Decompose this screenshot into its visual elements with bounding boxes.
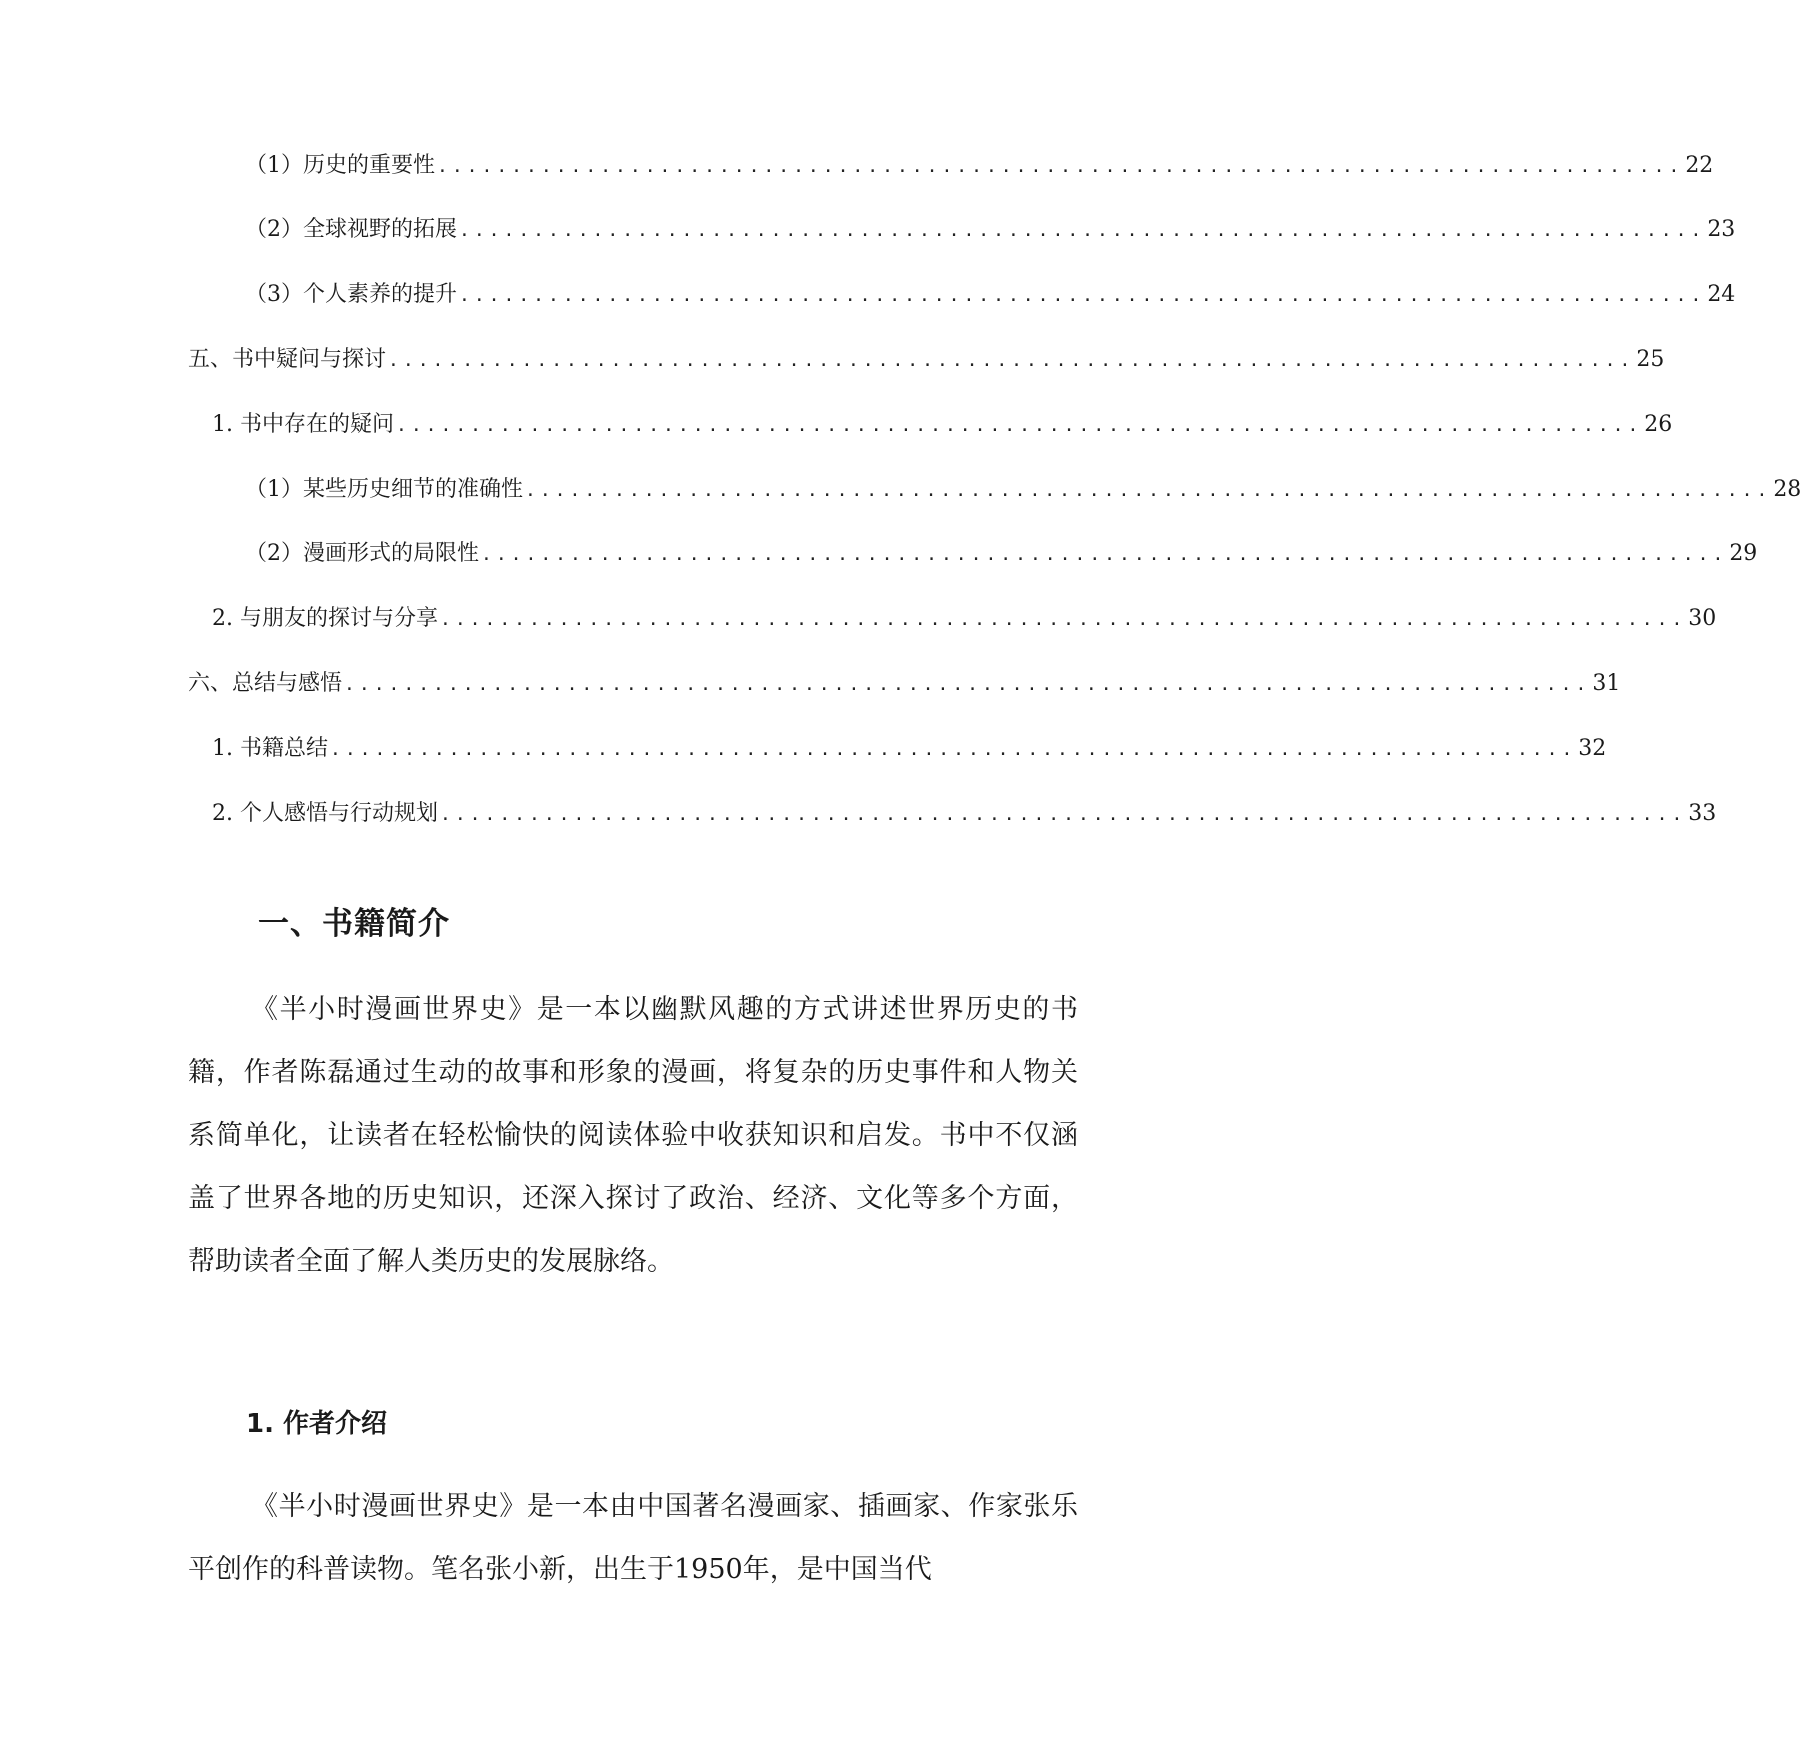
toc-entry-page: 23 — [1707, 217, 1736, 242]
toc-entry[interactable] — [245, 536, 1758, 572]
section-heading: 一、书籍简介 — [258, 906, 450, 942]
toc-entry-text: 1. 书籍总结 — [212, 736, 328, 761]
toc-entry[interactable] — [188, 666, 1621, 702]
toc-entry-page: 25 — [1636, 347, 1665, 372]
toc-entry-page: 29 — [1729, 541, 1758, 566]
toc-entry-page: 33 — [1688, 801, 1717, 826]
toc-dot-leader: .................................................................................... — [439, 804, 1687, 825]
toc-entry-page: 32 — [1578, 736, 1607, 761]
toc-entry-text: 五、书中疑问与探讨 — [188, 347, 387, 372]
toc-dot-leader: .................................................................................... — [395, 415, 1643, 436]
toc-dot-leader: .................................................................................... — [525, 480, 1772, 501]
toc-dot-leader: .................................................................................... — [344, 674, 1591, 695]
toc-entry-text: 1. 书中存在的疑问 — [212, 412, 394, 437]
toc-entry-text: （2）全球视野的拓展 — [245, 217, 457, 242]
toc-dot-leader: .................................................................................... — [437, 156, 1684, 177]
toc-entry-text: 2. 个人感悟与行动规划 — [212, 801, 438, 826]
toc-entry[interactable] — [245, 148, 1714, 184]
toc-entry-text: （3）个人素养的提升 — [245, 282, 457, 307]
toc-entry[interactable] — [188, 342, 1665, 378]
toc-dot-leader: .................................................................................... — [459, 285, 1706, 306]
toc-entry[interactable] — [212, 601, 1717, 637]
toc-entry-page: 31 — [1592, 671, 1621, 696]
toc-entry-text: 2. 与朋友的探讨与分享 — [212, 606, 438, 631]
author-paragraph: 《半小时漫画世界史》是一本由中国著名漫画家、插画家、作家张乐平创作的科普读物。笔名张小新，出生于1950年，是中国当代 — [188, 1491, 1078, 1585]
toc-entry-page: 30 — [1688, 606, 1717, 631]
toc-entry-page: 26 — [1644, 412, 1673, 437]
toc-dot-leader: .................................................................................... — [388, 350, 1635, 371]
toc-entry[interactable] — [212, 796, 1717, 832]
toc-entry[interactable] — [245, 472, 1801, 508]
toc-entry-page: 22 — [1685, 153, 1714, 178]
toc-entry-page: 28 — [1773, 477, 1801, 502]
toc-dot-leader: .................................................................................... — [439, 609, 1687, 630]
toc-entry-text: （1）历史的重要性 — [245, 153, 435, 178]
subsection-heading: 1. 作者介绍 — [246, 1409, 388, 1439]
toc-dot-leader: .................................................................................... — [459, 220, 1706, 241]
toc-entry-page: 24 — [1707, 282, 1736, 307]
toc-entry[interactable] — [212, 731, 1607, 767]
toc-entry[interactable] — [245, 212, 1736, 248]
toc-dot-leader: .................................................................................... — [329, 739, 1577, 760]
toc-dot-leader: .................................................................................... — [481, 544, 1728, 565]
toc-entry-text: （1）某些历史细节的准确性 — [245, 477, 523, 502]
intro-paragraph: 《半小时漫画世界史》是一本以幽默风趣的方式讲述世界历史的书籍，作者陈磊通过生动的故事和形象的漫画，将复杂的历史事件和人物关系简单化，让读者在轻松愉快的阅读体验中收获知识和启发。书中不仅涵盖了世界各地的历史知识，还深入探讨了政治、经济、文化等多个方面，帮助读者全面了解人类历史的发展脉络。 — [188, 994, 1078, 1277]
toc-entry-text: 六、总结与感悟 — [188, 671, 343, 696]
toc-entry-text: （2）漫画形式的局限性 — [245, 541, 479, 566]
toc-entry[interactable] — [212, 407, 1673, 443]
toc-entry[interactable] — [245, 277, 1736, 313]
